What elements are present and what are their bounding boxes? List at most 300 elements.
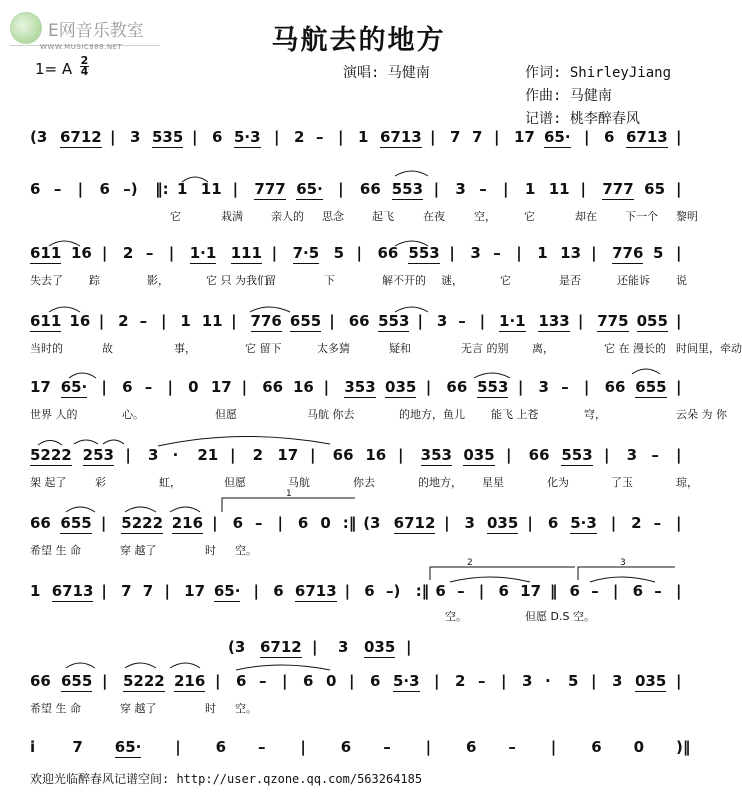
lyric: 无言 的别 — [461, 342, 509, 355]
lyric: 空。 — [235, 702, 257, 715]
lyric: 栽满 — [221, 210, 243, 223]
note-group: 6 — [232, 514, 244, 532]
note-group: 17 — [520, 582, 542, 600]
note-group: 3 — [148, 446, 159, 464]
bar-line: | — [676, 312, 682, 330]
note-group: 253 — [82, 446, 114, 464]
note-group: 5 — [568, 672, 579, 690]
note-group: 65· — [213, 582, 241, 600]
note-group: 65· — [296, 180, 323, 198]
note-group: – — [259, 672, 267, 690]
bar-line: | — [98, 312, 105, 330]
note-group: 611 — [30, 244, 62, 262]
bar-line: | — [241, 378, 248, 396]
bar-line: | — [517, 378, 524, 396]
lyric: 穿 越了 — [120, 544, 157, 557]
volta-label-2: 2 — [467, 558, 473, 568]
notation-row-upper — [228, 638, 412, 660]
bar-line: | — [192, 128, 198, 146]
note-group: 777 — [602, 180, 634, 198]
key-signature: 1= A — [35, 60, 73, 78]
note-group: 16 — [365, 446, 387, 464]
bar-line: | — [612, 582, 619, 600]
bar-line: | — [417, 312, 423, 330]
note-group: – — [479, 180, 487, 198]
note-group: 6 — [303, 672, 314, 690]
note-group: 035 — [364, 638, 396, 656]
note-group: 6712 — [393, 514, 436, 532]
note-group: 2 — [294, 128, 305, 146]
bar-line: | — [676, 180, 682, 198]
note-group: 776 — [612, 244, 644, 262]
note-group: – — [144, 378, 153, 396]
note-group: 133 — [538, 312, 570, 330]
slur — [395, 171, 428, 176]
note-group: 655 — [61, 672, 93, 690]
slur — [74, 440, 98, 444]
lyric: 但愿 D.S 空。 — [525, 610, 595, 623]
note-group: 3 — [626, 446, 638, 464]
note-group: 3 — [338, 638, 349, 656]
note-group: 65· — [544, 128, 571, 146]
note-group: 2 — [118, 312, 129, 330]
bar-line: | — [125, 446, 131, 464]
lyric: 它 在 漫长的 — [604, 342, 666, 355]
note-group: 6 — [212, 128, 223, 146]
note-group: – — [591, 582, 599, 600]
notation-row — [30, 244, 690, 266]
note-group: 035 — [463, 446, 495, 464]
bar-line: )‖ — [676, 738, 691, 756]
bar-line: | — [344, 582, 351, 600]
note-group: 3 — [130, 128, 141, 146]
note-group: 777 — [254, 180, 286, 198]
notation-row — [30, 738, 690, 760]
lyric: 心。 — [122, 408, 144, 421]
bar-line: | — [584, 128, 590, 146]
note-group: 6 — [547, 514, 559, 532]
bar-line: | — [100, 514, 107, 532]
note-group: 553 — [408, 244, 440, 262]
note-group: 17 — [277, 446, 299, 464]
lyric: 彩 — [95, 476, 106, 489]
lyric: 穹， — [584, 408, 606, 421]
note-group: – — [493, 244, 501, 262]
bar-line: | — [434, 672, 440, 690]
lyric: 希望 生 命 — [30, 702, 81, 715]
note-group: 3 — [470, 244, 481, 262]
note-group: – — [561, 378, 569, 396]
lyric: 云朵 为 你 — [676, 408, 727, 421]
composer-credit: 作曲: 马健南 — [525, 88, 612, 104]
note-group: 3 — [436, 312, 448, 330]
slur — [170, 663, 200, 668]
volta-label-3: 3 — [620, 558, 626, 568]
note-group: 6 — [370, 672, 381, 690]
bar-line: | — [168, 244, 175, 262]
note-group: – — [458, 312, 466, 330]
bar-line: | — [300, 738, 306, 756]
lyric: 影， — [147, 274, 169, 287]
slur — [125, 663, 156, 668]
note-group: 775 — [597, 312, 629, 330]
note-group: – — [508, 738, 516, 756]
bar-line: | — [271, 244, 278, 262]
time-signature — [80, 56, 89, 77]
note-group: 11 — [201, 312, 223, 330]
notation-row — [30, 582, 690, 604]
note-group: · — [172, 446, 179, 464]
note-group: 6 — [604, 128, 615, 146]
note-group: – — [139, 312, 148, 330]
bar-line: | — [676, 446, 682, 464]
bar-line: | — [232, 180, 239, 198]
lyric: 虹， — [159, 476, 181, 489]
note-group: – — [654, 582, 662, 600]
lyric: 时间里，牵动 — [676, 342, 742, 355]
bar-line: | — [516, 244, 522, 262]
bar-line: | — [356, 244, 362, 262]
song-title: 马航去的地方 — [271, 25, 446, 56]
notation-row — [30, 514, 690, 536]
note-group: 055 — [636, 312, 668, 330]
bar-line: | — [479, 312, 486, 330]
note-group: 17 — [210, 378, 232, 396]
lyric: 但愿 — [224, 476, 246, 489]
lyric: 空， — [474, 210, 496, 223]
lyric: 它 留下 — [245, 342, 282, 355]
note-group: 6 — [364, 582, 375, 600]
note-group: 1 — [176, 180, 188, 198]
note-group: 2 — [122, 244, 134, 262]
note-group: 6 — [632, 582, 644, 600]
lyric: 希望 生 命 — [30, 544, 81, 557]
note-group: 17 — [514, 128, 535, 146]
note-group: 66 — [332, 446, 354, 464]
bar-line: | — [338, 180, 344, 198]
bar-line: | — [676, 514, 682, 532]
note-group: 6 — [340, 738, 352, 756]
note-group: 5222 — [123, 672, 165, 690]
note-group: 553 — [561, 446, 593, 464]
bar-line: ‖ — [549, 582, 558, 600]
note-group: 66 — [30, 514, 51, 532]
note-group: 2 — [631, 514, 642, 532]
notation-row — [30, 378, 690, 400]
logo-text: E网音乐教室 — [48, 20, 144, 41]
bar-line: | — [310, 446, 316, 464]
bar-line: | — [212, 514, 218, 532]
bar-line: | — [506, 446, 512, 464]
time-signature-bottom: 4 — [80, 65, 89, 78]
lyric: 星星 — [482, 476, 504, 489]
bar-line: | — [215, 672, 221, 690]
lyrics-row — [30, 700, 690, 716]
volta-bracket-2 — [430, 567, 575, 580]
lyric: 疑和 — [389, 342, 411, 355]
note-group: 6 — [30, 180, 41, 198]
slur — [66, 507, 95, 512]
lyric: 黎明 — [676, 210, 698, 223]
note-group: 17 — [184, 582, 206, 600]
bar-line: | — [591, 672, 597, 690]
note-group: 6 — [435, 582, 446, 600]
note-group: 035 — [486, 514, 519, 532]
bar-line: | — [175, 738, 181, 756]
bar-line: | — [433, 180, 440, 198]
lyric: 它 — [500, 274, 511, 287]
bar-line: | — [501, 672, 507, 690]
note-group: – — [258, 738, 266, 756]
bar-line: | — [676, 378, 682, 396]
note-group: 7 — [472, 128, 483, 146]
note-group: 2 — [455, 672, 466, 690]
note-group: 13 — [560, 244, 582, 262]
bar-line: | — [277, 514, 283, 532]
bar-line: | — [231, 312, 237, 330]
lyric: 亲人的 — [271, 210, 304, 223]
slur — [66, 663, 95, 668]
note-group: 5222 — [30, 446, 72, 464]
bar-line: | — [253, 582, 260, 600]
note-group: 7 — [121, 582, 132, 600]
note-group: – — [457, 582, 465, 600]
note-group: (3 — [228, 638, 246, 656]
bar-line: | — [167, 378, 173, 396]
bar-line: | — [577, 312, 584, 330]
note-group: 216 — [174, 672, 206, 690]
bar-line: | — [444, 514, 450, 532]
note-group: 6713 — [380, 128, 422, 146]
bar-line: | — [527, 514, 533, 532]
lyric: 故 — [102, 342, 113, 355]
lyricist-credit: 作词: ShirleyJiang — [525, 65, 672, 81]
lyrics-row — [30, 272, 690, 288]
lyric: 说 — [676, 274, 687, 287]
note-group: 2 — [252, 446, 264, 464]
bar-line: | — [494, 128, 500, 146]
note-group: 6 — [297, 514, 309, 532]
bar-line: | — [160, 312, 167, 330]
note-group: 11 — [548, 180, 570, 198]
note-group: – — [145, 244, 154, 262]
lyric: 化为 — [547, 476, 569, 489]
note-group: (3 — [30, 128, 48, 146]
bar-line: | — [230, 446, 236, 464]
lyric: 解不开的 — [382, 274, 426, 287]
note-group: 553 — [477, 378, 509, 396]
note-group: 6 — [273, 582, 284, 600]
note-group: 17 — [30, 378, 51, 396]
note-group: 3 — [538, 378, 549, 396]
bar-line: | — [425, 378, 432, 396]
note-group: 553 — [391, 180, 424, 198]
note-group: 1·1 — [499, 312, 526, 330]
bar-line: | — [398, 446, 404, 464]
lyric: 还能诉 — [617, 274, 650, 287]
time-signature-top: 2 — [80, 54, 89, 67]
note-group: 6712 — [260, 638, 302, 656]
note-group: 66 — [528, 446, 550, 464]
slur — [170, 507, 200, 512]
slur — [38, 441, 62, 446]
note-group: 6 — [99, 180, 110, 198]
lyric: 太多猜 — [317, 342, 350, 355]
note-group: 0 — [188, 378, 199, 396]
note-group: (3 — [363, 514, 381, 532]
notation-row — [30, 312, 690, 334]
bar-line: | — [676, 244, 682, 262]
note-group: 1 — [524, 180, 536, 198]
note-group: i — [30, 738, 36, 756]
note-group: – — [478, 672, 486, 690]
bar-line: | — [583, 378, 590, 396]
note-group: 5 — [653, 244, 664, 262]
note-group: 655 — [635, 378, 667, 396]
lyric: 的地方，鱼儿 — [399, 408, 465, 421]
note-group: 611 — [30, 312, 62, 330]
bar-line: | — [676, 582, 682, 600]
note-group: 535 — [152, 128, 184, 146]
lyric: 架 起了 — [30, 476, 67, 489]
note-group: 65· — [60, 378, 88, 396]
volta-bracket-3 — [578, 567, 675, 580]
note-group: 776 — [250, 312, 282, 330]
slur — [236, 665, 330, 670]
note-group: 1 — [537, 244, 548, 262]
lyric: 离， — [532, 342, 554, 355]
lyric: 了玉 — [611, 476, 633, 489]
note-group: 65· — [114, 738, 142, 756]
note-group: 6 — [122, 378, 133, 396]
note-group: 66 — [359, 180, 381, 198]
lyrics-row — [30, 474, 698, 490]
lyric: 马航 你去 — [307, 408, 355, 421]
note-group: –) — [386, 582, 401, 600]
note-group: 5·3 — [234, 128, 261, 146]
note-group: 6712 — [60, 128, 102, 146]
note-group: 7 — [72, 738, 83, 756]
note-group: 1 — [30, 582, 41, 600]
note-group: 1 — [180, 312, 191, 330]
note-group: 16 — [70, 244, 92, 262]
bar-line: | — [329, 312, 335, 330]
note-group: 7 — [450, 128, 461, 146]
lyric: 事， — [174, 342, 196, 355]
lyric: 马航 — [288, 476, 310, 489]
note-group: 16 — [292, 378, 314, 396]
logo-url: WWW.MUSIC888.NET — [40, 43, 123, 51]
lyric: 它 — [524, 210, 535, 223]
volta-bracket-1 — [222, 498, 355, 512]
note-group: 3 — [455, 180, 466, 198]
lyric: 你去 — [353, 476, 375, 489]
slur — [125, 507, 156, 512]
lyric: 在夜 — [423, 210, 445, 223]
lyric: 世界 人的 — [30, 408, 78, 421]
note-group: – — [651, 446, 659, 464]
note-group: 7 — [142, 582, 154, 600]
note-group: – — [383, 738, 391, 756]
footer-credit: 欢迎光临醉春风记谱空间: http://user.qzone.qq.com/563264185 — [30, 772, 423, 786]
bar-line: | — [77, 180, 84, 198]
lyric: 能飞 上苍 — [491, 408, 539, 421]
bar-line: | — [478, 582, 485, 600]
bar-line: | — [312, 638, 318, 656]
note-group: 3 — [612, 672, 623, 690]
lyric: 却在 — [575, 210, 597, 223]
slur — [103, 440, 124, 444]
bar-line: | — [430, 128, 436, 146]
note-group: 3 — [522, 672, 533, 690]
bar-line: | — [406, 638, 412, 656]
note-group: 0 — [633, 738, 645, 756]
lyric: 空。 — [235, 544, 257, 557]
note-group: 1 — [358, 128, 369, 146]
lyrics-row — [30, 340, 742, 356]
lyric: 时 — [205, 544, 216, 557]
note-group: – — [53, 180, 62, 198]
note-group: 5·3 — [393, 672, 420, 690]
lyric: 是否 — [559, 274, 581, 287]
bar-line: | — [274, 128, 280, 146]
lyric: 的地方， — [418, 476, 462, 489]
volta-label-1: 1 — [286, 489, 292, 499]
lyric: 下 — [324, 274, 335, 287]
lyric: 琼， — [676, 476, 698, 489]
note-group: 16 — [69, 312, 91, 330]
note-group: 655 — [289, 312, 322, 330]
lyrics-row — [30, 406, 727, 422]
bar-line: | — [164, 582, 170, 600]
bar-line: | — [101, 244, 108, 262]
singer-credit: 演唱: 马健南 — [343, 65, 430, 81]
notation-row — [30, 446, 690, 468]
lyric: 起飞 — [372, 210, 394, 223]
bar-line: | — [503, 180, 509, 198]
note-group: 3 — [464, 514, 475, 532]
note-group: 035 — [385, 378, 417, 396]
note-group: · — [545, 672, 551, 690]
lyric: 踪 — [89, 274, 100, 287]
lyric: 下一个 — [625, 210, 658, 223]
bar-line: :‖ — [342, 514, 357, 532]
note-group: 0 — [320, 514, 331, 532]
bar-line: | — [676, 128, 682, 146]
note-group: 21 — [197, 446, 219, 464]
lyric: 失去了 — [30, 274, 63, 287]
note-group: 66 — [348, 312, 370, 330]
bar-line: | — [550, 738, 557, 756]
bar-line: | — [604, 446, 610, 464]
note-group: 6 — [466, 738, 477, 756]
note-group: 6713 — [626, 128, 668, 146]
note-group: 111 — [230, 244, 262, 262]
bar-line: | — [110, 128, 116, 146]
lyric: 思念 — [322, 210, 344, 223]
note-group: – — [316, 128, 324, 146]
bar-line: | — [449, 244, 455, 262]
bar-line: | — [101, 378, 107, 396]
bar-line: :‖ — [415, 582, 430, 600]
note-group: 1·1 — [189, 244, 217, 262]
lyric: 空。 — [445, 610, 467, 623]
lyrics-row — [30, 542, 690, 558]
slur — [632, 369, 660, 374]
note-group: 353 — [344, 378, 376, 396]
transcriber-credit: 记谱: 桃李醉春风 — [525, 111, 640, 127]
notation-row — [30, 672, 690, 694]
